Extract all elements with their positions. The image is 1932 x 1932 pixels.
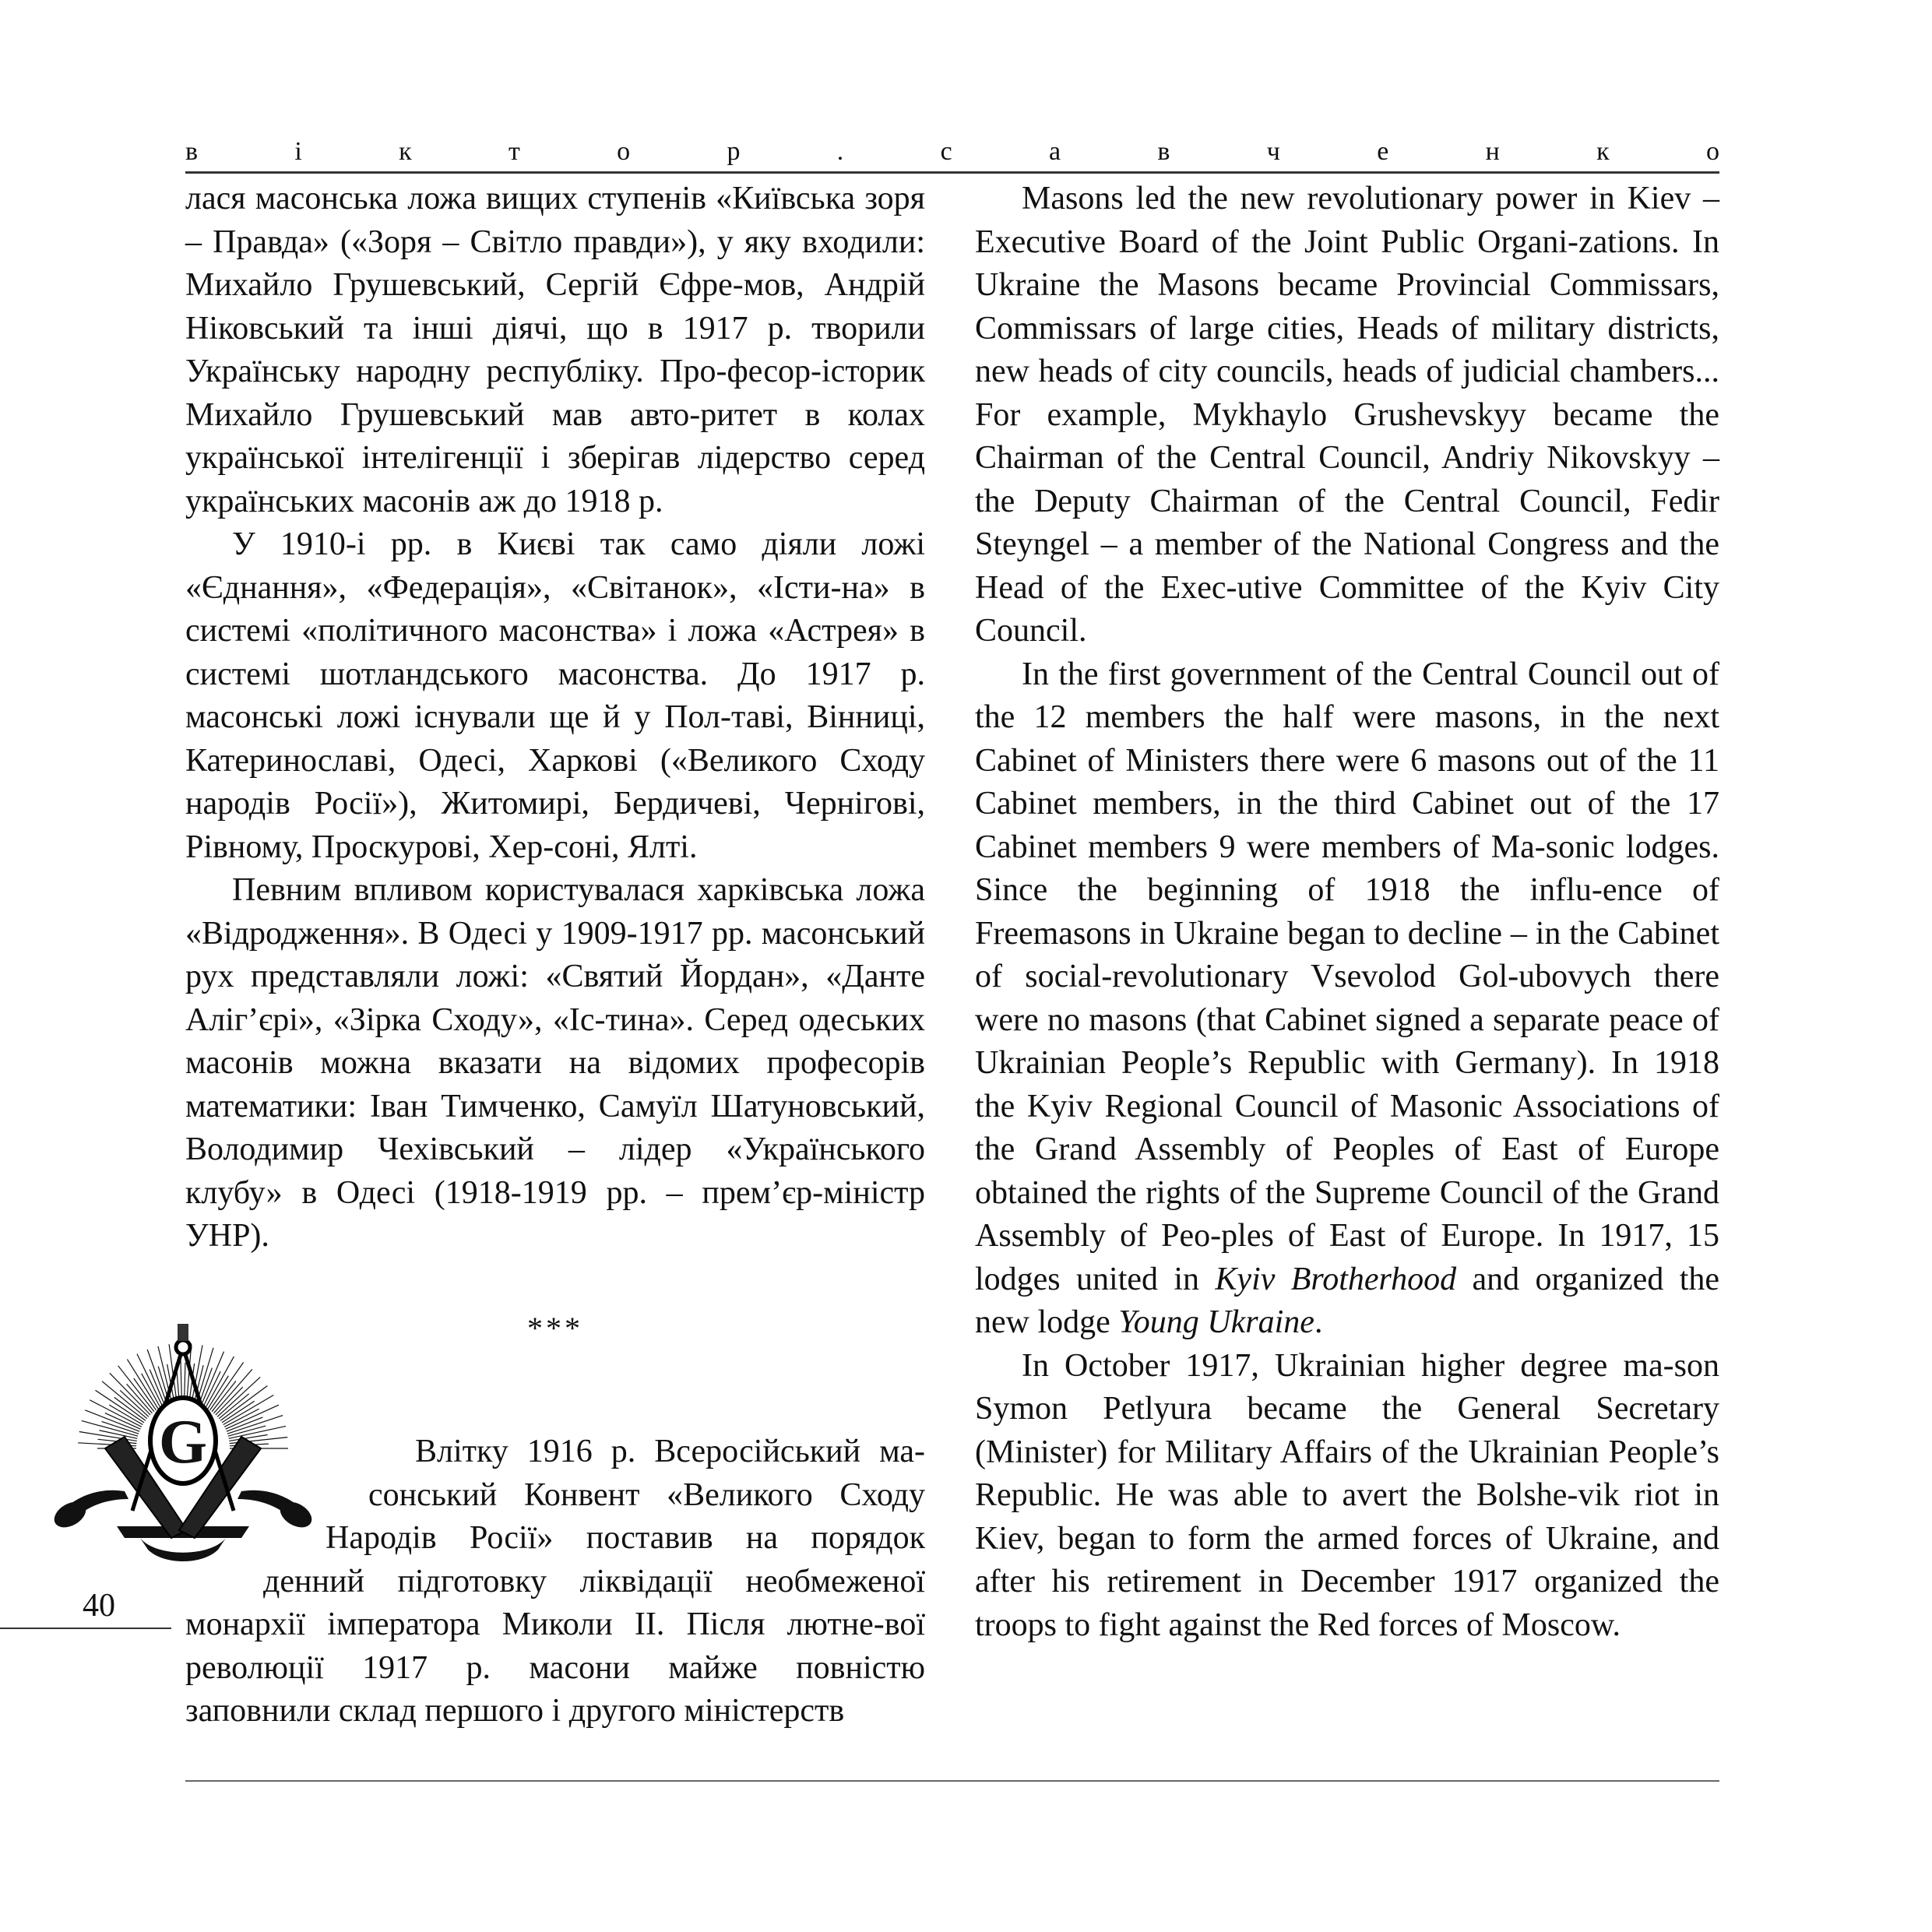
left-paragraph-4: Влітку 1916 р. Всеросійський ма-сонський Конвент «Великого Сходу Народів Росії» поставив на порядок денний підготовку ліквідації необмеженої монархії імператора Миколи ІІ. Після лютне-вої революції 1917 р. масони майже повністю заповнили склад першого і другого міністерств xyxy=(185,1434,925,1729)
header-letter: е xyxy=(1377,137,1389,166)
header-letter: . xyxy=(836,137,844,166)
left-paragraph-1: лася масонська ложа вищих ступенів «Київська зоря – Правда» («Зоря – Світло правди»), у яку входили: Михайло Грушевський, Сергій Єфре-мов, Андрій Ніковський та інші діячі, що в 1917 р. творили Українську народну республіку. Про-фесор-історик Михайло Грушевський мав авто-ритет в колах української інтелігенції і зберігав лідерство серед українських масонів аж до 1918 р. xyxy=(185,181,925,519)
header-letter: т xyxy=(508,137,520,166)
right-paragraph-2: In the first government of the Central Council out of the 12 members the half were masons, in the next Cabinet of Ministers there were 6 masons out of the 11 Cabinet members, in the third Cabinet out of the 17 Cabinet members 9 were members of Ma-sonic lodges. Since the beginning of 1918 the influ-ence of Freemasons in Ukraine began to decline – in the Cabinet of social-revolutionary Vsevolod Gol-ubovych there were no masons (that Cabinet signed a separate peace of Ukrainian People’s Republic with Germany). In 1918 the Kyiv Regional Council of Masonic Associations of the Grand Assembly of Peoples of East of Europe obtained the rights of the Supreme Council of the Grand Assembly of Peo-ples of East of Europe. In 1917, 15 lodges united in Kyiv Brotherhood and organized the new lodge Young Ukraine. xyxy=(975,656,1719,1340)
italic-kyiv-brotherhood: Kyiv Brotherhood xyxy=(1215,1261,1457,1297)
left-paragraph-3: Певним впливом користувалася харківська ложа «Відродження». В Одесі у 1909-1917 рр. масонський рух представляли ложі: «Святий Йордан», «Данте Аліг’єрі», «Зірка Сходу», «Іс-тина». Серед одеських масонів можна вказати на відомих професорів математики: Іван Тимченко, Самуїл Шатуновський, Володимир Чехівський – лідер «Українського клубу» в Одесі (1918-1919 рр. – прем’єр-міністр УНР). xyxy=(185,872,925,1254)
header-letter: с xyxy=(940,137,952,166)
header-letter: і xyxy=(294,137,302,166)
section-separator: *** xyxy=(527,1310,583,1346)
right-paragraph-3: In October 1917, Ukrainian higher degree ma-son Symon Petlyura became the General Secretary (Minister) for Military Affairs of the Ukrainian People’s Republic. He was able to avert the Bolshe-vik riot in Kiev, began to form the armed forces of Ukraine, and after his retirement in December 1917 organized the troops to fight against the Red forces of Moscow. xyxy=(975,1347,1719,1643)
header-letter: в xyxy=(185,137,199,166)
header-letter: о xyxy=(1705,137,1719,166)
header-rule xyxy=(185,171,1719,174)
header-letter: о xyxy=(617,137,631,166)
page-number: 40 xyxy=(83,1588,115,1624)
header-letter: к xyxy=(1596,137,1610,166)
italic-young-ukraine: Young Ukraine xyxy=(1118,1304,1314,1340)
emblem-ray xyxy=(150,1370,164,1406)
emblem-ray xyxy=(85,1410,139,1431)
emblem-letter: G xyxy=(158,1408,208,1476)
header-letter: а xyxy=(1049,137,1061,166)
header-letter: в xyxy=(1157,137,1170,166)
right-paragraph-1: Masons led the new revolutionary power in Kiev – Executive Board of the Joint Public Organi-zations. In Ukraine the Masons became Provincial Commissars, Commissars of large cities, Heads of military districts, new heads of city councils, heads of judicial chambers... For example, Mykhaylo Grushevskyy became the Chairman of the Central Council, Andriy Nikovskyy – the Deputy Chairman of the Central Council, Fedir Steyngel – a member of the National Congress and the Head of the Exec-utive Committee of the Kyiv City Council. xyxy=(975,181,1719,649)
emblem-ray xyxy=(203,1371,220,1406)
running-header-text xyxy=(185,137,1719,167)
page-number-rule xyxy=(0,1628,171,1629)
header-letter: к xyxy=(399,137,412,166)
emblem-ray xyxy=(105,1413,141,1430)
header-letter: р xyxy=(727,137,741,166)
header-letter: ч xyxy=(1266,137,1280,166)
masonic-emblem-icon xyxy=(39,1324,327,1589)
right-column xyxy=(975,178,1719,1647)
footer-rule xyxy=(185,1780,1719,1782)
header-letter: н xyxy=(1485,137,1500,166)
left-column xyxy=(185,178,925,1385)
running-header xyxy=(185,137,1719,168)
left-paragraph-2: У 1910-і рр. в Києві так само діяли ложі «Єднання», «Федерація», «Світанок», «Істи-на» в системі «політичного масонства» і ложа «Астрея» в системі шотландського масонства. До 1917 р. масонські ложі існували ще й у Пол-таві, Вінниці, Катеринославі, Одесі, Харкові («Великого Сходу народів Росії»), Житомирі, Бердичеві, Чернігові, Рівному, Проскурові, Хер-соні, Ялті. xyxy=(185,526,925,865)
